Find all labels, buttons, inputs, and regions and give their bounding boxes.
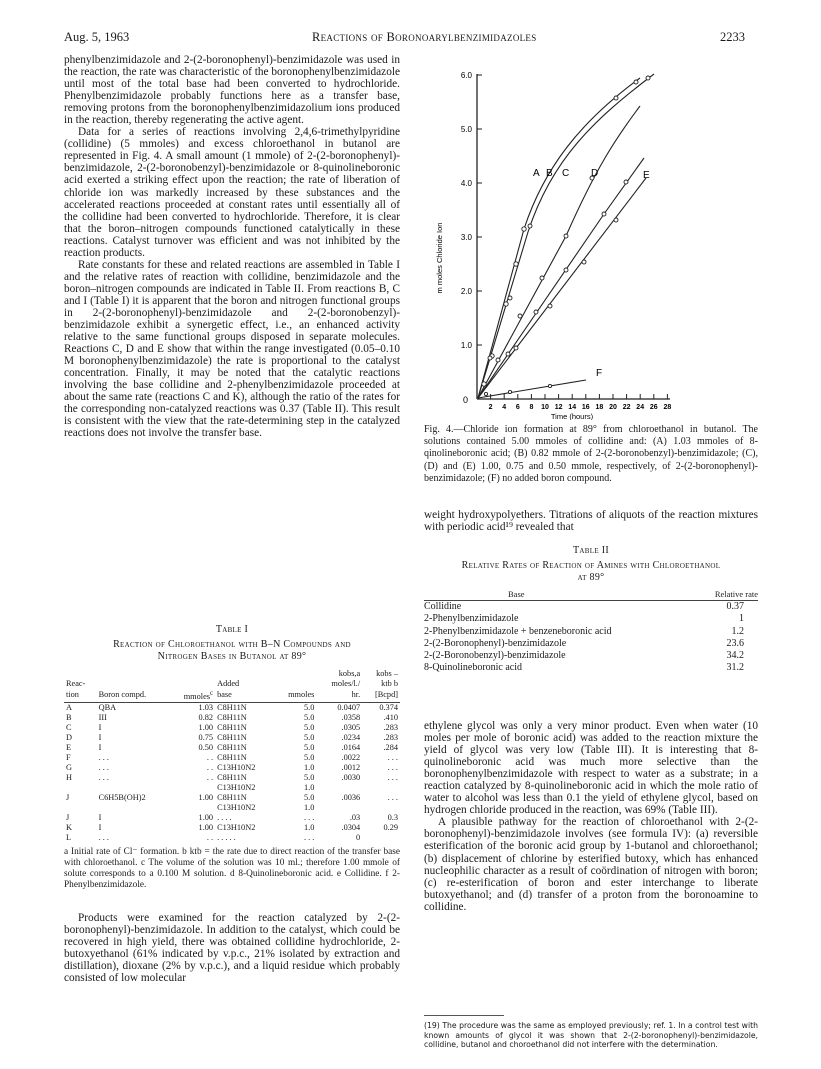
x-tick-label: 28 bbox=[663, 404, 672, 411]
y-axis-label: m moles Chloride Ion bbox=[435, 222, 444, 294]
table-cell: . . . bbox=[304, 812, 315, 822]
table-row bbox=[64, 723, 400, 733]
table-cell: C6H5B(OH)2 bbox=[98, 792, 146, 802]
table-cell: 1.00 bbox=[198, 722, 214, 732]
running-date: Aug. 5, 1963 bbox=[64, 30, 130, 44]
table-cell: C8H11N bbox=[217, 792, 247, 802]
table-cell: 1.03 bbox=[198, 702, 214, 712]
table-cell: 5.0 bbox=[304, 742, 315, 752]
table-cell: 0.82 bbox=[198, 712, 214, 722]
page-number: 2233 bbox=[720, 30, 745, 44]
table-cell: . . . bbox=[387, 792, 398, 802]
table-cell: .283 bbox=[383, 732, 398, 742]
table-cell: C13H10N2 bbox=[217, 762, 256, 772]
table-cell: I bbox=[98, 732, 102, 742]
x-tick-label: 24 bbox=[636, 404, 645, 411]
table-row bbox=[64, 773, 400, 783]
table-cell: 5.0 bbox=[304, 732, 315, 742]
table-row bbox=[64, 833, 400, 843]
data-points bbox=[482, 76, 650, 396]
x-tick-label: 16 bbox=[581, 404, 590, 411]
table-cell: . . . bbox=[98, 832, 109, 842]
curve-label: C bbox=[562, 168, 570, 179]
table-cell bbox=[316, 803, 362, 813]
table-cell: .0012 bbox=[341, 762, 361, 772]
table-cell: . . . bbox=[98, 752, 109, 762]
paragraph: Products were examined for the reaction catalyzed by 2-(2-boronophenyl)-benzimidazole. In addition to the catalyst, which could be recovered in high yield, there was obtained collidine hydrochloride, 2-butoxyethanol (61% indicated by v.p.c., 21% isolated by extraction and distillation), dioxane (2% by v.p.c.), and a liquid residue which probably consisted of low molecular bbox=[64, 912, 400, 985]
table-cell: 34.2 bbox=[726, 650, 744, 662]
column-header: base bbox=[217, 690, 232, 700]
x-tick-label: 6 bbox=[515, 404, 520, 411]
table-cell: C8H11N bbox=[217, 732, 247, 742]
table-cell: A bbox=[66, 702, 72, 712]
table-cell bbox=[169, 803, 216, 813]
x-tick-label: 18 bbox=[595, 404, 604, 411]
figure-caption: Fig. 4.—Chloride ion formation at 89° from chloroethanol in butanol. The solutions contained 5.00 mmoles of collidine and: (A) 1.03 mmoles of 8-qinolineboronic acid; (B) 0.82 mmole of 2-(2-boronobenzyl)-benzimidazole; (C), (D) and (E) 1.00, 0.75 and 0.50 mmole, respectively, of 2-(2-boronophenyl)-benzimidazole; (F) no added boron compound. bbox=[424, 424, 758, 484]
table-cell bbox=[64, 783, 97, 793]
paragraph: weight hydroxypolyethers. Titrations of aliquots of the reaction mixtures with periodic acid¹⁹ revealed that bbox=[424, 509, 758, 534]
table-cell: 5.0 bbox=[304, 702, 315, 712]
curve-label: A bbox=[533, 168, 540, 179]
table-cell: J bbox=[66, 792, 70, 802]
table-cell: B bbox=[66, 712, 72, 722]
table-cell: .283 bbox=[383, 722, 398, 732]
table-cell bbox=[362, 783, 400, 793]
column-header: kobs,a bbox=[338, 669, 361, 678]
table-row bbox=[64, 803, 400, 813]
table-cell: .0164 bbox=[341, 742, 361, 752]
curve-f bbox=[478, 380, 586, 398]
table-cell: 2-(2-Boronophenyl)-benzimidazole bbox=[424, 637, 567, 649]
curve-label: E bbox=[643, 170, 650, 181]
table-cell: 1.2 bbox=[731, 625, 744, 637]
table-cell: . . bbox=[206, 772, 214, 782]
table-cell: 1.0 bbox=[304, 782, 315, 792]
table-cell: . . bbox=[206, 832, 214, 842]
paragraph: A plausible pathway for the reaction of chloroethanol with 2-(2-boronophenyl)-benzimidazole involves (see formula IV): (a) reversible esterification of the boronic acid group by 1-butanol and chloroethanol; (b) displacement of chlorine by esterified butoxy, which has enhanced nucleophilic character as a result of coördination of nitrogen with boron; (c) re-esterification of boron and ester interchange to liberate butoxyethanol; and (d) transfer of a proton from the boronoamine to collidine. bbox=[424, 816, 758, 913]
table-title: Reaction of Chloroethanol with B–N Compounds and bbox=[113, 639, 351, 650]
x-tick-label: 14 bbox=[568, 404, 577, 411]
table-cell: III bbox=[98, 712, 107, 722]
table-cell: . . . bbox=[98, 772, 109, 782]
column-header: Reac- bbox=[66, 679, 86, 688]
table-2 bbox=[424, 545, 758, 674]
left-column-tail bbox=[64, 912, 400, 984]
column-header: Boron compd. bbox=[98, 690, 147, 700]
footnote-19: (19) The procedure was the same as employed previously; ref. 1. In a control test with known amounts of glycol it was shown that 2-(2-boronophenyl)-benzimidazole, collidine, butanol and choroethanol did not interfere with the determination. bbox=[424, 1021, 758, 1049]
table-cell: I bbox=[98, 812, 102, 822]
table-cell: 0.3 bbox=[387, 812, 398, 822]
table-cell: .0234 bbox=[341, 732, 361, 742]
column-header: Base bbox=[508, 589, 525, 599]
curve-labels bbox=[533, 168, 650, 379]
table-cell: 31.2 bbox=[726, 662, 744, 674]
table-cell: 1.00 bbox=[198, 812, 214, 822]
table-row bbox=[424, 601, 758, 614]
origin-label: 0 bbox=[462, 395, 468, 405]
curve-c bbox=[478, 106, 640, 398]
table-row bbox=[64, 823, 400, 833]
x-axis-label: Time (hours) bbox=[550, 412, 594, 420]
column-header: Added bbox=[217, 679, 240, 688]
table-cell: F bbox=[66, 752, 71, 762]
table-cell: C8H11N bbox=[217, 722, 247, 732]
right-column-text-1 bbox=[424, 509, 758, 533]
table-row bbox=[64, 733, 400, 743]
table-cell: C8H11N bbox=[217, 742, 247, 752]
y-tick-label: 3.0 bbox=[460, 233, 472, 242]
table-row bbox=[64, 793, 400, 803]
y-tick-label: 5.0 bbox=[460, 125, 472, 134]
table-cell: QBA bbox=[98, 702, 117, 712]
table-title: Relative Rates of Reaction of Amines with Chloroethanol bbox=[461, 560, 721, 571]
table-cell: C8H11N bbox=[217, 702, 247, 712]
table-row bbox=[64, 743, 400, 753]
table-cell: . . . . . bbox=[217, 832, 236, 842]
table-cell: .03 bbox=[349, 812, 361, 822]
table-cell: D bbox=[66, 732, 72, 742]
table-cell: .0022 bbox=[341, 752, 361, 762]
curve-label: B bbox=[546, 168, 553, 179]
table-cell: .284 bbox=[383, 742, 398, 752]
table-cell: C13H10N2 bbox=[217, 782, 256, 792]
table-cell: . . . bbox=[98, 762, 109, 772]
table-cell: 2-Phenylbenzimidazole + benzeneboronic acid bbox=[424, 625, 612, 637]
table-cell: 1.00 bbox=[198, 822, 214, 832]
table-cell: .410 bbox=[383, 712, 398, 722]
table-cell: 0.50 bbox=[198, 742, 214, 752]
table-cell: . . . bbox=[304, 832, 315, 842]
table-cell: .0305 bbox=[341, 722, 361, 732]
table-cell: Collidine bbox=[424, 601, 462, 613]
curve-d bbox=[478, 158, 644, 398]
data-table bbox=[424, 588, 758, 674]
column-header: Relative rate bbox=[714, 589, 758, 599]
y-tick-label: 6.0 bbox=[460, 71, 472, 80]
x-tick-label: 12 bbox=[554, 404, 563, 411]
x-tick-label: 20 bbox=[609, 404, 617, 411]
table-cell bbox=[362, 833, 400, 843]
table-cell: C bbox=[66, 722, 72, 732]
paragraph: phenylbenzimidazole and 2-(2-boronophenyl)-benzimidazole was used in the reaction, the rate was characteristic of the boronophenylbenzimidazole until most of the total base had been converted to hydrochloride. Phenylbenzimidazole probably functions here as a transfer base, removing protons from the boronophenylbenzimidazolium ions produced in the reaction, thereby regenerating the active agent. bbox=[64, 54, 400, 127]
right-column-text-2 bbox=[424, 720, 758, 913]
table-cell bbox=[97, 783, 169, 793]
y-tick-label: 2.0 bbox=[460, 287, 472, 296]
table-cell: C13H10N2 bbox=[217, 802, 256, 812]
table-cell: 2-Phenylbenzimidazole bbox=[424, 613, 519, 625]
paragraph: Data for a series of reactions involving 2,4,6-trimethylpyridine (collidine) (5 mmoles) and excess chloroethanol in butanol are represented in Fig. 4. A small amount (1 mmole) of 2-(2-boronophenyl)-benzimidazole, 2-(2-boronobenzyl)-benzimidazole or 8-quinolineboronic acid exerted a striking effect upon the reaction; the rate of liberation of chloride ion was markedly increased by these substances and the accelerated reactions proceeded at constant rates until essentially all of the collidine had been converted to hydrochloride. Therefore, it is clear that the boron–nitrogen compounds functioned catalytically in these reactions. Catalyst turnover was efficient and was not inhibited by the reaction products. bbox=[64, 126, 400, 259]
column-header: [Bcpd] bbox=[374, 690, 398, 700]
y-tick-label: 4.0 bbox=[460, 179, 472, 188]
curve-a bbox=[478, 78, 640, 398]
table-cell: . . bbox=[206, 762, 214, 772]
table-cell: E bbox=[66, 742, 72, 752]
table-cell: 23.6 bbox=[726, 637, 744, 649]
table-title: Nitrogen Bases in Butanol at 89° bbox=[157, 651, 307, 662]
table-cell bbox=[316, 783, 362, 793]
table-cell bbox=[64, 803, 97, 813]
table-cell: 2-(2-Boronobenzyl)-benzimidazole bbox=[424, 650, 566, 662]
x-tick-label: 10 bbox=[541, 404, 549, 411]
table-cell: 1 bbox=[739, 613, 744, 625]
table-cell bbox=[97, 803, 169, 813]
table-cell: .0036 bbox=[341, 792, 361, 802]
table-title: at 89° bbox=[577, 572, 605, 583]
running-title: Reactions of Boronoarylbenzimidazoles bbox=[312, 30, 537, 44]
column-header: hr. bbox=[351, 690, 361, 700]
y-ticks bbox=[461, 71, 482, 350]
table-cell: 0.37 bbox=[726, 601, 744, 613]
table-row bbox=[64, 713, 400, 723]
curve-e bbox=[478, 178, 646, 398]
table-cell: C8H11N bbox=[217, 772, 247, 782]
x-tick-label: 4 bbox=[502, 404, 507, 411]
footnote-rule bbox=[424, 1015, 504, 1016]
table-cell: . . . bbox=[387, 772, 398, 782]
table-row bbox=[64, 763, 400, 773]
table-cell: 8-Quinolineboronic acid bbox=[424, 662, 523, 674]
table-row bbox=[64, 783, 400, 793]
x-tick-label: 22 bbox=[622, 404, 631, 411]
table-cell: . . . . bbox=[217, 812, 232, 822]
table-cell: 1.0 bbox=[304, 802, 315, 812]
paragraph: Rate constants for these and related reactions are assembled in Table I and the relative rates of reaction with collidine, benzimidazole and the boron–nitrogen compounds are indicated in Table II. From reactions B, C and I (Table I) it is apparent that the boron and nitrogen functional groups in 2-(2-boronophenyl)-benzimidazole and 2-(2-boronobenzyl)-benzimidazole exhibit a synergetic effect, i.e., an enhanced activity relative to the same functional groups disposed in separate molecules. Reactions C, D and E show that within the range investigated (0.05–0.10 M boronophenylbenzimidazole) the rate is proportional to the catalyst concentration. Finally, it may be noted that the catalytic reactions involving the base collidine and 2-phenylbenzimidazole proceeded at about the same rate (reactions C and K), although the ratio of the rates for the corresponding non-catalyzed reactions was 0.37 (Table II). This result is consistent with the view that the rate-determining step in the catalyzed reactions does not involve the transfer base. bbox=[64, 258, 400, 440]
table-row bbox=[424, 638, 758, 650]
table-cell: 5.0 bbox=[304, 772, 315, 782]
column-header: mmoles bbox=[288, 690, 315, 700]
table-cell: J bbox=[66, 812, 70, 822]
column-header: moles/l./ bbox=[331, 679, 361, 688]
paragraph: ethylene glycol was only a very minor product. Even when water (10 moles per mole of boronic acid) was added to the reaction mixture the yield of glycol was very low (Table III). It is interesting that 8-quinolineboronic acid was much more selective than the boronophenylbenzimidazole with respect to water as a substrate; in a reaction catalyzed by 8-quinolineboronic acid in which the mole ratio of water to alcohol was less than 0.1 the yield of ethylene glycol, based on hydrogen chloride produced in the reaction, was 69% (Table III). bbox=[424, 720, 758, 817]
table-label: Table II bbox=[573, 545, 609, 556]
column-header: ktb b bbox=[381, 679, 398, 688]
table-label: Table I bbox=[215, 624, 249, 635]
data-table bbox=[64, 669, 400, 843]
table-cell: 5.0 bbox=[304, 712, 315, 722]
table-cell: I bbox=[98, 822, 102, 832]
table-cell: H bbox=[66, 772, 72, 782]
x-ticks bbox=[489, 394, 672, 411]
table-cell: 0.374 bbox=[379, 702, 398, 712]
table-cell: C13H10N2 bbox=[217, 822, 256, 832]
column-header: kobs – bbox=[376, 669, 398, 678]
table-cell: . . . bbox=[387, 752, 398, 762]
table-row bbox=[64, 813, 400, 823]
x-tick-label: 8 bbox=[529, 404, 534, 411]
table-cell: 5.0 bbox=[304, 722, 315, 732]
table-cell: G bbox=[66, 762, 72, 772]
table-cell: . . . bbox=[387, 762, 398, 772]
figure-4-chart bbox=[420, 58, 756, 420]
x-tick-label: 2 bbox=[488, 404, 493, 411]
table-cell: L bbox=[66, 832, 72, 842]
table-cell: C8H11N bbox=[217, 712, 247, 722]
y-tick-label: 1.0 bbox=[460, 341, 472, 350]
column-header: mmoles$^c$ bbox=[183, 690, 214, 701]
table-cell: 1.0 bbox=[304, 822, 315, 832]
table-cell: C8H11N bbox=[217, 752, 247, 762]
table-cell: .0304 bbox=[341, 822, 361, 832]
column-header: tion bbox=[66, 690, 79, 700]
table-cell: I bbox=[98, 722, 102, 732]
table-row bbox=[424, 613, 758, 625]
table-row bbox=[424, 662, 758, 674]
table-cell: .0030 bbox=[341, 772, 361, 782]
table-cell: K bbox=[66, 822, 72, 832]
table-cell bbox=[169, 783, 216, 793]
x-tick-label: 26 bbox=[649, 404, 658, 411]
table-cell: I bbox=[98, 742, 102, 752]
table-cell: 0 bbox=[356, 832, 361, 842]
table-cell: 0.0407 bbox=[337, 702, 361, 712]
left-column-text bbox=[64, 54, 400, 440]
table-cell bbox=[362, 803, 400, 813]
table-cell: 0.75 bbox=[198, 732, 214, 742]
table-footnote: a Initial rate of Cl⁻ formation. b ktb = the rate due to direct reaction of the transfer base with chloroethanol. c The volume of the solution was 10 ml.; therefore 1.00 mmole of solute corresponds to a 0.100 M solution. d 8-Quinolineboronic acid. e Collidine. f 2-Phenylbenzimidazole. bbox=[64, 846, 400, 890]
table-1 bbox=[64, 624, 400, 891]
table-cell: 1.00 bbox=[198, 792, 214, 802]
table-cell: 0.29 bbox=[383, 822, 398, 832]
table-row bbox=[424, 650, 758, 662]
table-row bbox=[424, 626, 758, 638]
curve-label: D bbox=[591, 168, 599, 179]
table-row bbox=[64, 702, 400, 713]
table-cell: . . bbox=[206, 752, 214, 762]
table-cell: 5.0 bbox=[304, 752, 315, 762]
table-cell: .0358 bbox=[341, 712, 361, 722]
table-cell: 1.0 bbox=[304, 762, 315, 772]
curve-label: F bbox=[596, 368, 603, 379]
table-cell: 5.0 bbox=[304, 792, 315, 802]
table-row bbox=[64, 753, 400, 763]
